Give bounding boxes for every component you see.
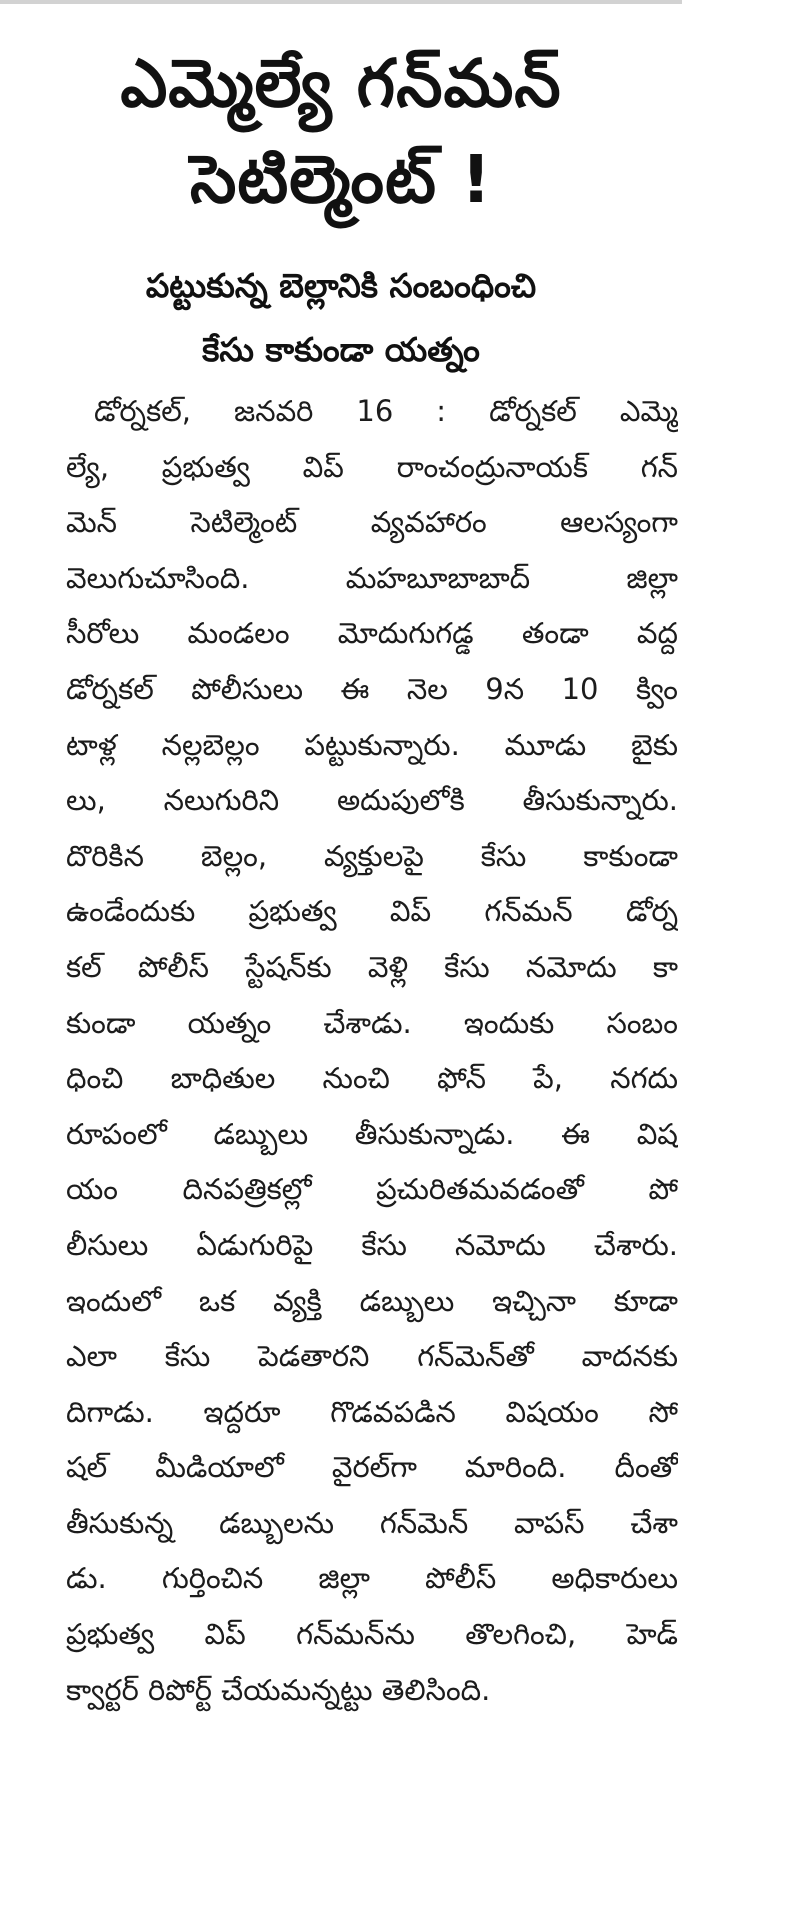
body-line: వెలుగుచూసింది. మహబూబాబాద్ జిల్లా <box>66 560 678 595</box>
headline-line-1: ఎమ్మెల్యే గన్‌మన్ <box>120 45 562 122</box>
headline <box>0 0 682 228</box>
subheadline-line-2: కేసు కాకుండా యత్నం <box>202 330 480 369</box>
subheadline <box>0 254 682 382</box>
headline-line-2: సెటిల్మెంట్ ! <box>189 141 493 218</box>
body-line: దిగాడు. ఇద్దరూ గొడవపడిన విషయం సో <box>66 1394 678 1429</box>
body-line: లీసులు ఏడుగురిపై కేసు నమోదు చేశారు. <box>66 1227 678 1262</box>
article-body <box>66 384 678 1718</box>
body-line: రూపంలో డబ్బులు తీసుకున్నాడు. ఈ విష <box>66 1116 678 1151</box>
body-line: టాళ్ల నల్లబెల్లం పట్టుకున్నారు. మూడు బైకు <box>66 727 678 762</box>
body-line: డు. గుర్తించిన జిల్లా పోలీస్ అధికారులు <box>66 1561 678 1596</box>
body-line: కుండా యత్నం చేశాడు. ఇందుకు సంబం <box>66 1005 678 1040</box>
body-line: కల్ పోలీస్ స్టేషన్‌కు వెళ్లి కేసు నమోదు కా <box>66 949 678 984</box>
body-line: ఎలా కేసు పెడతారని గన్‌మెన్‌తో వాదనకు <box>66 1339 678 1374</box>
subheadline-line-1: పట్టుకున్న బెల్లానికి సంబంధించి <box>145 266 537 305</box>
body-line: ధించి బాధితుల నుంచి ఫోన్ పే, నగదు <box>66 1061 678 1096</box>
body-line: ల్యే, ప్రభుత్వ విప్ రాంచంద్రునాయక్ గన్ <box>66 449 678 484</box>
news-article <box>0 0 800 382</box>
body-line: షల్ మీడియాలో వైరల్‌గా మారింది. దీంతో <box>66 1450 678 1485</box>
body-line: ఇందులో ఒక వ్యక్తి డబ్బులు ఇచ్చినా కూడా <box>66 1283 678 1318</box>
body-line: లు, నలుగురిని అదుపులోకి తీసుకున్నారు. <box>66 783 678 818</box>
body-line: క్వార్టర్ రిపోర్ట్ చేయమన్నట్టు తెలిసింది. <box>66 1672 491 1707</box>
body-line: ప్రభుత్వ విప్ గన్‌మన్‌ను తొలగించి, హెడ్ <box>66 1617 678 1652</box>
body-line: మెన్ సెటిల్మెంట్ వ్యవహారం ఆలస్యంగా <box>66 505 678 540</box>
body-line: డోర్నకల్ పోలీసులు ఈ నెల 9న 10 క్విం <box>66 671 678 706</box>
body-line: సీరోలు మండలం మోదుగుగడ్డ తండా వద్ద <box>66 616 678 651</box>
body-line: తీసుకున్న డబ్బులను గన్‌మెన్ వాపస్ చేశా <box>66 1505 678 1540</box>
body-line: డోర్నకల్, జనవరి 16 : డోర్నకల్ ఎమ్మె <box>94 394 678 428</box>
body-line: దొరికిన బెల్లం, వ్యక్తులపై కేసు కాకుండా <box>66 838 678 873</box>
body-line: ఉండేందుకు ప్రభుత్వ విప్ గన్‌మన్ డోర్న <box>66 894 678 929</box>
body-line: యం దినపత్రికల్లో ప్రచురితమవడంతో పో <box>66 1172 678 1207</box>
